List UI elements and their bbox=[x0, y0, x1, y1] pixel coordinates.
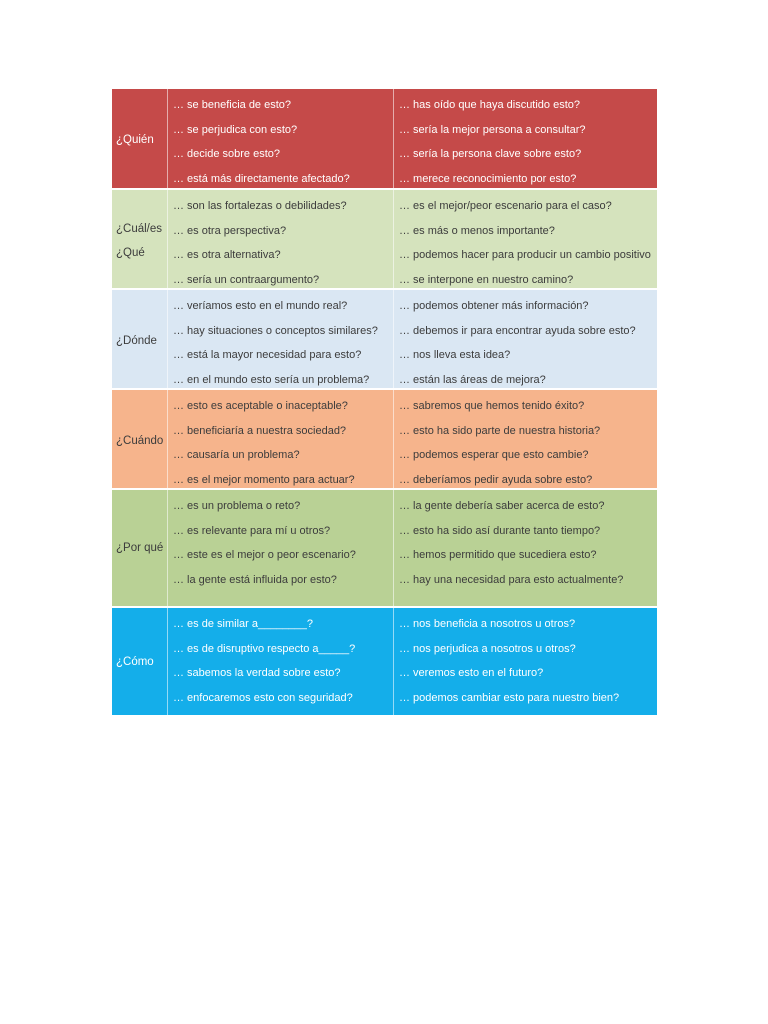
question-item: … podemos cambiar esto para nuestro bien? bbox=[399, 691, 620, 704]
question-item: … hay situaciones o conceptos similares? bbox=[173, 324, 378, 337]
question-item: … veríamos esto en el mundo real? bbox=[173, 300, 348, 312]
question-item: … causaría un problema? bbox=[173, 449, 300, 461]
right-column bbox=[394, 89, 657, 191]
row-por-que bbox=[112, 490, 657, 606]
row-label-text: ¿Cuándo bbox=[116, 435, 164, 447]
question-item: … hay una necesidad para esto actualmente? bbox=[399, 573, 624, 586]
question-item: … esto ha sido así durante tanto tiempo? bbox=[399, 524, 601, 537]
right-column bbox=[394, 490, 657, 606]
question-item: … es relevante para mí u otros? bbox=[173, 524, 331, 537]
left-column bbox=[168, 608, 394, 715]
left-column bbox=[168, 490, 394, 606]
right-column bbox=[394, 190, 657, 292]
row-label-text: ¿Qué bbox=[116, 247, 145, 259]
left-column bbox=[168, 290, 394, 392]
question-item: … son las fortalezas o debilidades? bbox=[173, 200, 347, 212]
row-label-text: ¿Cuál/es bbox=[116, 223, 163, 235]
left-column bbox=[168, 190, 394, 292]
question-item: … es un problema o reto? bbox=[173, 500, 301, 512]
question-item: … podemos esperar que esto cambie? bbox=[399, 449, 589, 461]
question-item: … este es el mejor o peor escenario? bbox=[173, 549, 356, 561]
left-column bbox=[168, 390, 394, 492]
question-table bbox=[112, 89, 657, 715]
question-item: … es de similar a________? bbox=[173, 618, 314, 630]
question-item: … se beneficia de esto? bbox=[173, 99, 292, 111]
row-label-text: ¿Dónde bbox=[116, 335, 157, 347]
row-quien bbox=[112, 89, 657, 188]
question-item: … esto es aceptable o inaceptable? bbox=[173, 400, 348, 412]
question-item: … sabremos que hemos tenido éxito? bbox=[399, 400, 585, 412]
question-item: … nos lleva esta idea? bbox=[399, 349, 511, 361]
question-item: … es el mejor/peor escenario para el caso? bbox=[399, 200, 612, 212]
question-item: … nos beneficia a nosotros u otros? bbox=[399, 618, 576, 630]
question-item: … se perjudica con esto? bbox=[173, 123, 298, 136]
row-como bbox=[112, 608, 657, 715]
question-item: … sabemos la verdad sobre esto? bbox=[173, 667, 341, 679]
question-item: … decide sobre esto? bbox=[173, 148, 281, 160]
question-item: … la gente debería saber acerca de esto? bbox=[399, 500, 605, 512]
row-label bbox=[112, 89, 168, 191]
question-item: … están las áreas de mejora? bbox=[399, 373, 546, 386]
row-cuando bbox=[112, 390, 657, 488]
row-label-text: ¿Quién bbox=[116, 134, 154, 146]
question-item: … deberíamos pedir ayuda sobre esto? bbox=[399, 473, 593, 486]
row-label bbox=[112, 390, 168, 492]
question-item: … es otra perspectiva? bbox=[173, 224, 287, 237]
question-item: … beneficiaría a nuestra sociedad? bbox=[173, 424, 347, 437]
question-item: … podemos hacer para producir un cambio positivo bbox=[399, 249, 651, 261]
question-item: … es el mejor momento para actuar? bbox=[173, 473, 355, 486]
question-item: … es más o menos importante? bbox=[399, 224, 555, 237]
row-cual-que bbox=[112, 190, 657, 288]
question-item: … se interpone en nuestro camino? bbox=[399, 273, 574, 286]
question-item: … debemos ir para encontrar ayuda sobre esto? bbox=[399, 324, 636, 337]
question-item: … hemos permitido que sucediera esto? bbox=[399, 549, 597, 561]
row-donde bbox=[112, 290, 657, 388]
question-item: … has oído que haya discutido esto? bbox=[399, 99, 581, 111]
right-column bbox=[394, 390, 657, 492]
row-label bbox=[112, 608, 168, 715]
question-item: … merece reconocimiento por esto? bbox=[399, 172, 577, 185]
left-column bbox=[168, 89, 394, 191]
question-item: … en el mundo esto sería un problema? bbox=[173, 373, 370, 386]
row-label bbox=[112, 490, 168, 606]
right-column bbox=[394, 290, 657, 392]
question-item: … sería la persona clave sobre esto? bbox=[399, 148, 582, 160]
question-item: … veremos esto en el futuro? bbox=[399, 667, 544, 679]
row-label bbox=[112, 290, 168, 392]
row-label-text: ¿Por qué bbox=[116, 542, 164, 554]
question-item: … esto ha sido parte de nuestra historia? bbox=[399, 424, 601, 437]
question-item: … es de disruptivo respecto a_____? bbox=[173, 642, 356, 655]
question-item: … la gente está influida por esto? bbox=[173, 573, 337, 586]
right-column bbox=[394, 608, 657, 715]
question-item: … sería un contraargumento? bbox=[173, 273, 320, 286]
question-item: … nos perjudica a nosotros u otros? bbox=[399, 642, 576, 655]
row-label-text: ¿Cómo bbox=[116, 655, 154, 668]
row-label bbox=[112, 190, 168, 292]
question-item: … podemos obtener más información? bbox=[399, 300, 589, 312]
question-item: … es otra alternativa? bbox=[173, 249, 281, 261]
question-item: … enfocaremos esto con seguridad? bbox=[173, 691, 353, 704]
question-item: … está la mayor necesidad para esto? bbox=[173, 349, 362, 361]
question-item: … está más directamente afectado? bbox=[173, 172, 350, 185]
question-item: … sería la mejor persona a consultar? bbox=[399, 123, 586, 136]
